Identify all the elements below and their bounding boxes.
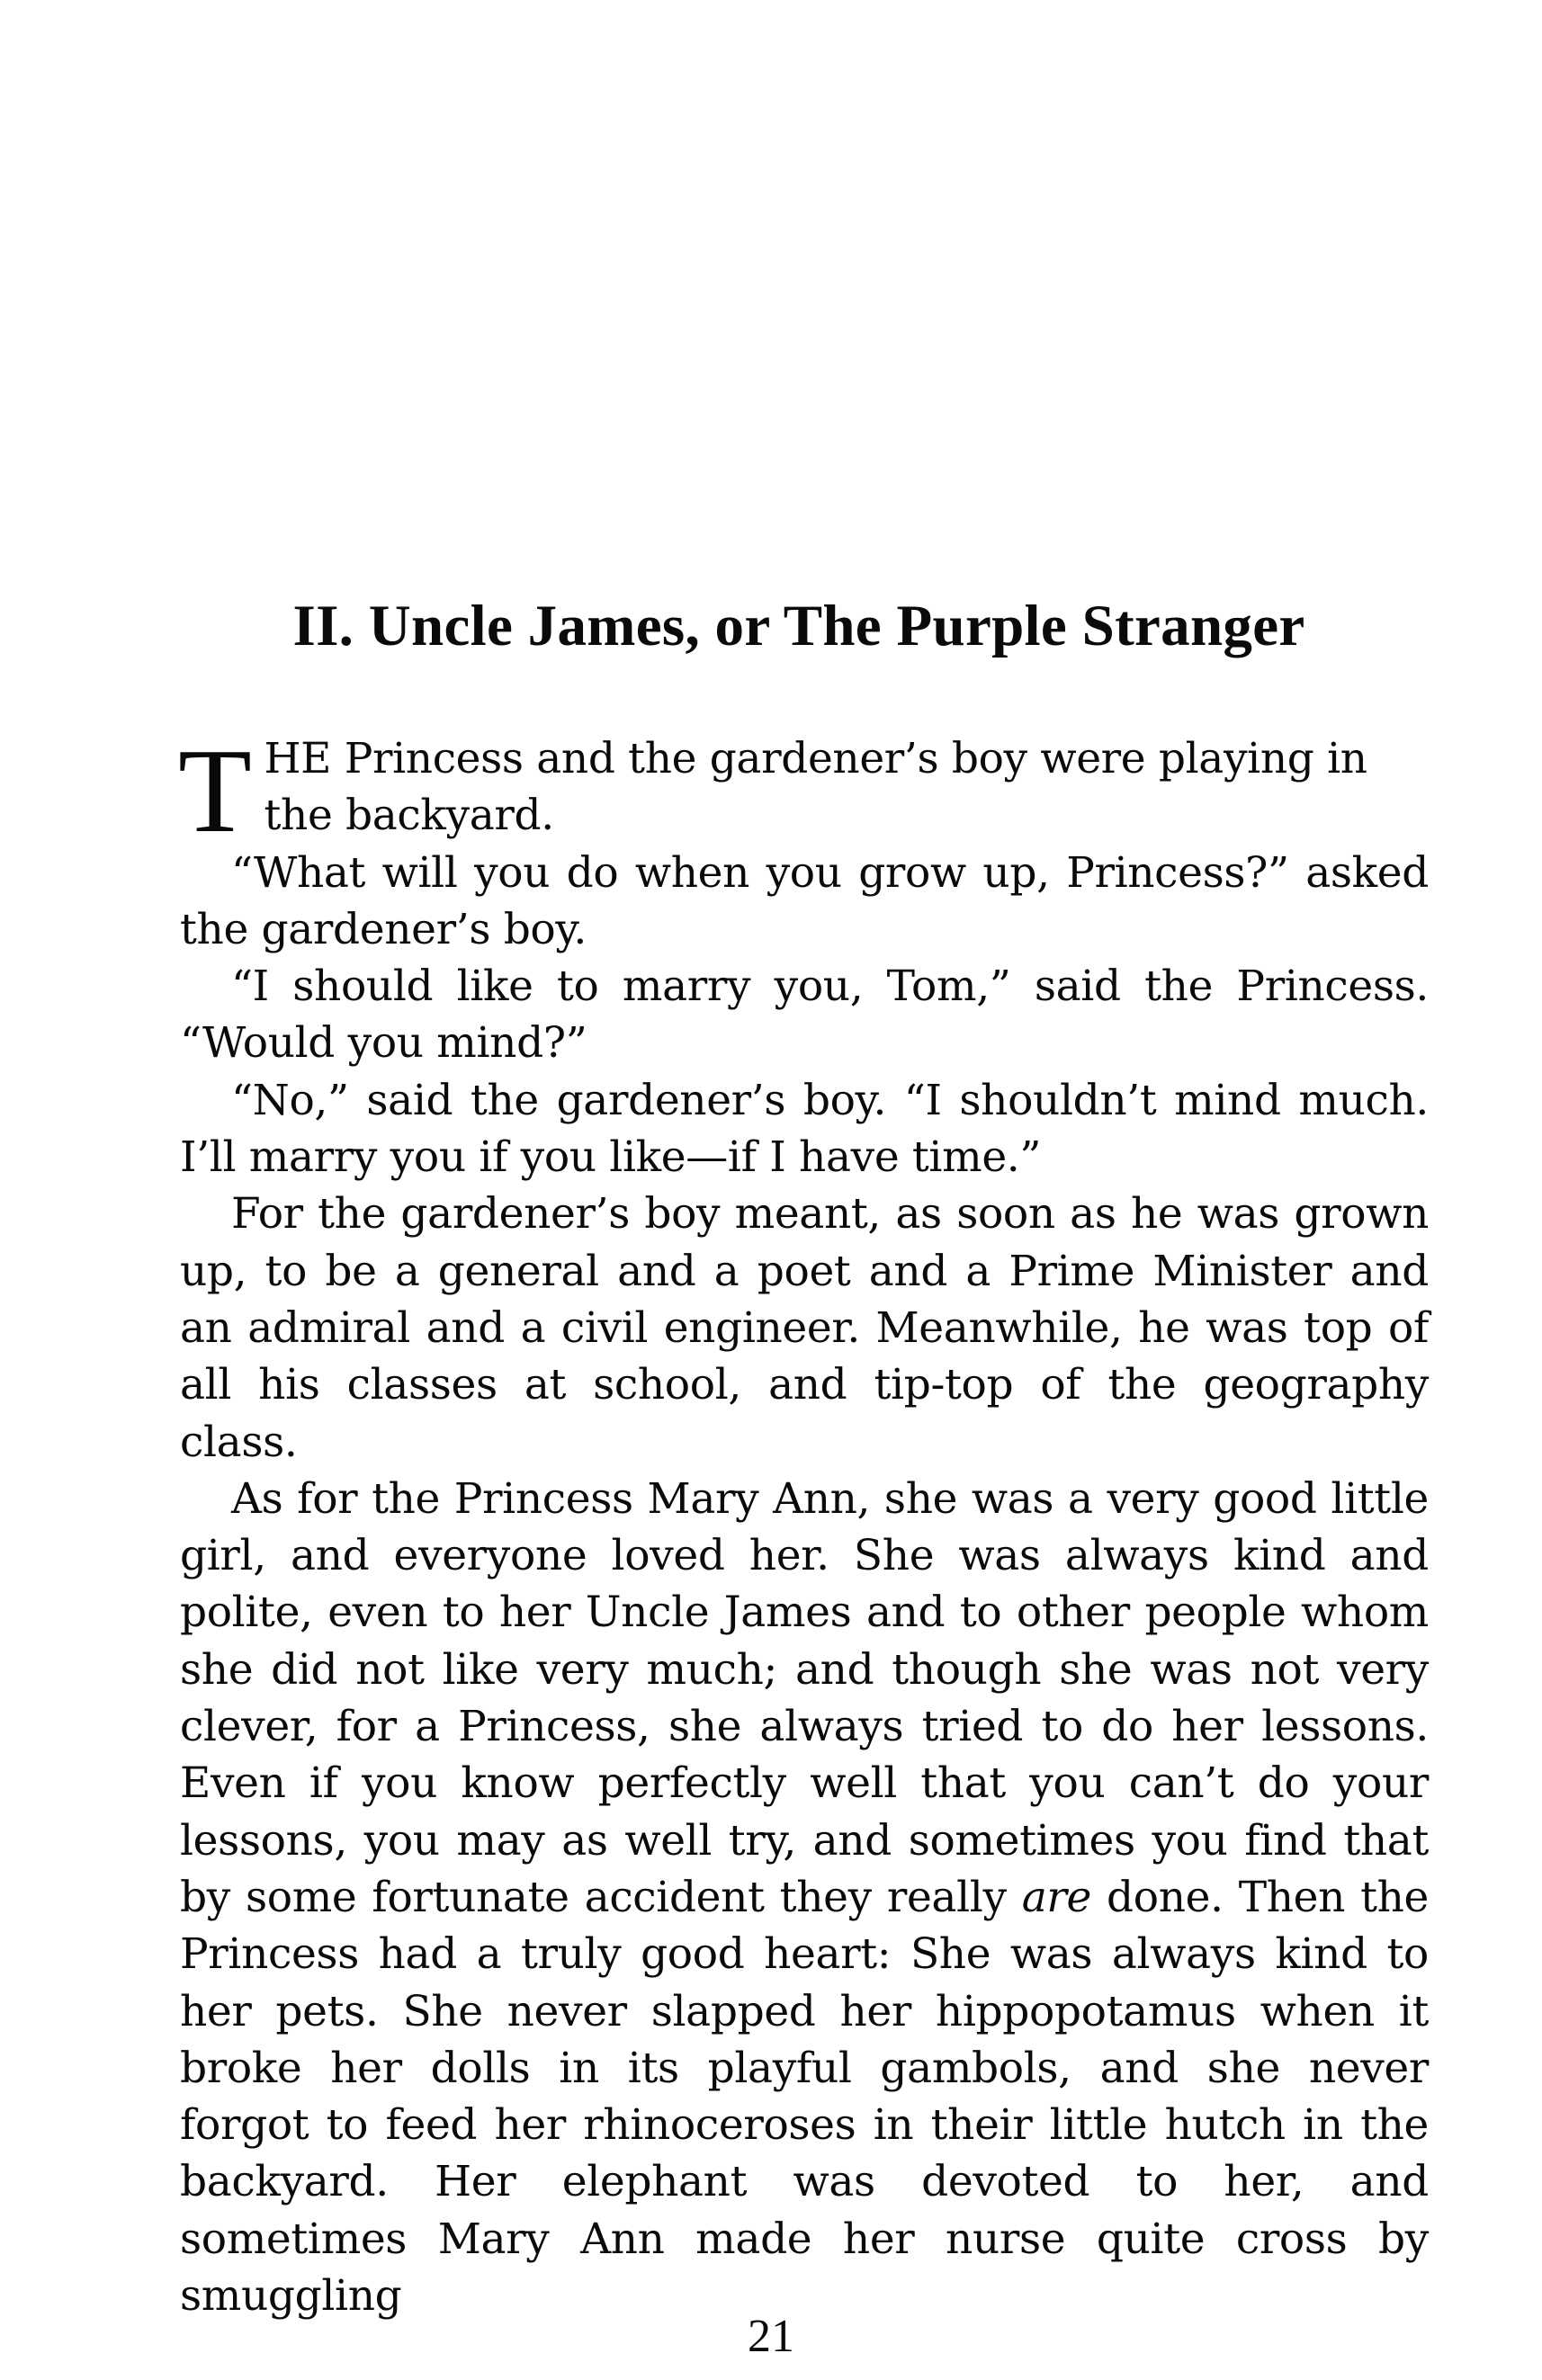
paragraph-1 xyxy=(178,724,1429,857)
paragraph-6-text-after: done. Then the Princess had a truly good heart: She was always kind to her pets. She never slapped her hippopotamus when it broke her dolls in its playful gambols, and she never forgot to feed her rhinoceroses in their little hutch in the backyard. Her elephant was devoted to her, and sometimes Mary Ann made her nurse quite cross by smuggling xyxy=(180,1872,1430,2322)
drop-cap: T xyxy=(178,724,252,857)
chapter-title: II. Uncle James, or The Purple Stranger xyxy=(292,593,1305,658)
paragraph-3: “I should like to marry you, Tom,” said the Princess. “Would you mind?” xyxy=(180,962,1429,1069)
paragraph-1-text: HE Princess and the gardener’s boy were playing in the backyard. xyxy=(264,734,1367,841)
paragraph-6 xyxy=(180,1471,1429,2324)
paragraph-4: “No,” said the gardener’s boy. “I shouldn’t mind much. I’ll marry you if you like—if I have time.” xyxy=(180,1075,1429,1183)
body-text xyxy=(178,724,1430,2324)
paragraph-5: For the gardener’s boy meant, as soon as he was grown up, to be a general and a poet and a Prime Minister and an admiral and a civil engineer. Meanwhile, he was top of all his classes at school, and tip-top of the geography class. xyxy=(180,1189,1429,1467)
paragraph-6-emphasis: are xyxy=(1021,1872,1091,1922)
paragraph-6-text-before: As for the Princess Mary Ann, she was a very good little girl, and everyone loved her. She was always kind and polite, even to her Uncle James and to other people whom she did not like very much; and though she was not very clever, for a Princess, she always tried to do her lessons. Even if you know perfectly well that you can’t do your lessons, you may as well try, and sometimes you find that by some fortunate accident they really xyxy=(180,1473,1429,1922)
paragraph-2: “What will you do when you grow up, Princess?” asked the gardener’s boy. xyxy=(180,847,1429,954)
page-number: 21 xyxy=(748,2311,794,2362)
